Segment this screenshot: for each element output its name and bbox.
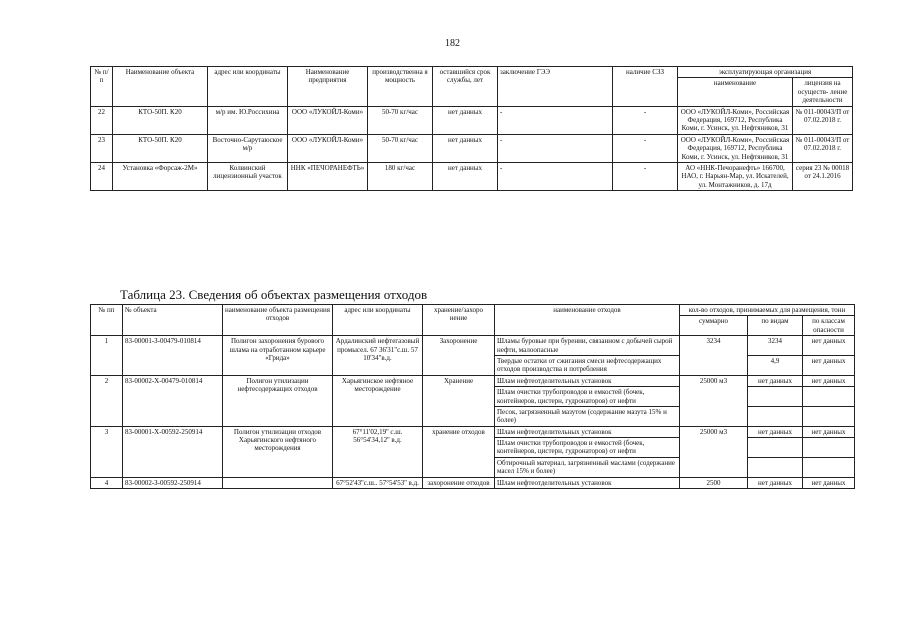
cell-service-life: нет данных	[433, 162, 498, 190]
cell-name	[223, 477, 333, 488]
cell-operator: ООО «ЛУКОЙЛ-Коми», Российская Федерация, 169712, Республика Коми, г. Усинск, ул. Нефтяников, 31	[678, 134, 793, 162]
cell-by-type: нет данных	[748, 477, 803, 488]
cell-object-num: 83-00001-Х-00592-250914	[123, 426, 223, 477]
cell-num: 3	[91, 426, 123, 477]
cell-operator: ООО «ЛУКОЙЛ-Коми», Российская Федерация, 169712, Республика Коми, г. Усинск, ул. Нефтяников, 31	[678, 106, 793, 134]
cell-waste: Шлам очистки трубопроводов и емкостей (бочек, контейнеров, цистерн, гудронаторов) от нефти	[495, 387, 680, 407]
cell-license: № 011-00043/П от 07.02.2018 г.	[793, 134, 853, 162]
cell-by-type: 3234	[748, 336, 803, 356]
cell-mode: хранение отходов	[423, 426, 495, 477]
cell-by-type	[748, 406, 803, 426]
cell-by-class	[803, 387, 855, 407]
cell-num: 23	[91, 134, 113, 162]
cell-address: Колвинский лицензионный участок	[208, 162, 288, 190]
table-caption: Таблица 23. Сведения об объектах размещения отходов	[120, 287, 428, 302]
header-waste: наименование отходов	[495, 305, 680, 336]
cell-total: 3234	[680, 336, 748, 376]
cell-num: 1	[91, 336, 123, 376]
cell-by-class	[803, 438, 855, 458]
cell-by-type	[748, 387, 803, 407]
cell-object-num: 83-00001-З-00479-010814	[123, 336, 223, 376]
cell-name: Полигон захоронения бурового шлама на отработанном карьере «Грида»	[223, 336, 333, 376]
cell-waste: Шлам очистки трубопроводов и емкостей (бочек, контейнеров, цистерн, гудронаторов) от нефти	[495, 438, 680, 458]
cell-address: м/р им. Ю.Россихина	[208, 106, 288, 134]
header-address: адрес или координаты	[333, 305, 423, 336]
cell-mode: Хранение	[423, 375, 495, 426]
cell-waste: Шламы буровые при бурении, связанном с добычей сырой нефти, малоопасные	[495, 336, 680, 356]
cell-license: № 011-00043/П от 07.02.2018 г.	[793, 106, 853, 134]
header-by-class: по классам опасности	[803, 316, 855, 336]
cell-by-class: нет данных	[803, 355, 855, 375]
cell-num: 24	[91, 162, 113, 190]
cell-szz: -	[613, 106, 678, 134]
cell-object-num: 83-00002-З-00592-250914	[123, 477, 223, 488]
cell-total: 2500	[680, 477, 748, 488]
cell-waste: Обтирочный материал, загрязненный маслами (содержание масел 15% и более)	[495, 457, 680, 477]
cell-gee: -	[498, 162, 613, 190]
cell-capacity: 180 кг/час	[368, 162, 433, 190]
header-operator: эксплуатирующая организация	[678, 67, 853, 78]
cell-capacity: 50-70 кг/час	[368, 134, 433, 162]
cell-by-class: нет данных	[803, 477, 855, 488]
cell-name: Полигон утилизации отходов Харьягинского нефтяного месторождения	[223, 426, 333, 477]
cell-name: Установка «Форсаж-2М»	[113, 162, 208, 190]
cell-service-life: нет данных	[433, 134, 498, 162]
cell-by-type: 4,9	[748, 355, 803, 375]
cell-object-num: 83-00002-Х-00479-010814	[123, 375, 223, 426]
cell-waste: Песок, загрязненный мазутом (содержание мазута 15% и более)	[495, 406, 680, 426]
cell-name: КТО-50П. К20	[113, 134, 208, 162]
header-mode: хранение/захоро нение	[423, 305, 495, 336]
header-enterprise: Наименование предприятия	[288, 67, 368, 107]
cell-mode: Захоронение	[423, 336, 495, 376]
cell-capacity: 50-70 кг/час	[368, 106, 433, 134]
table-row	[91, 106, 853, 134]
cell-enterprise: ООО «ЛУКОЙЛ-Коми»	[288, 106, 368, 134]
cell-name: Полигон утилизации нефтесодержащих отходов	[223, 375, 333, 426]
header-total: суммарно	[680, 316, 748, 336]
header-license: лицензия на осуществ- ление деятельности	[793, 78, 853, 106]
table-row	[91, 477, 855, 488]
header-address: адрес или координаты	[208, 67, 288, 107]
header-capacity: производственна я мощность	[368, 67, 433, 107]
cell-by-type: нет данных	[748, 375, 803, 386]
cell-by-class: нет данных	[803, 336, 855, 356]
cell-by-class	[803, 457, 855, 477]
cell-gee: -	[498, 134, 613, 162]
cell-by-class: нет данных	[803, 426, 855, 437]
cell-waste: Шлам нефтеотделительных установок	[495, 375, 680, 386]
cell-address: 67°11'02,19'' с.ш. 56°54'34,12'' в.д.	[333, 426, 423, 477]
cell-total: 25000 м3	[680, 426, 748, 477]
cell-gee: -	[498, 106, 613, 134]
cell-by-type	[748, 438, 803, 458]
header-szz: наличие СЗЗ	[613, 67, 678, 107]
cell-by-class: нет данных	[803, 375, 855, 386]
cell-num: 4	[91, 477, 123, 488]
cell-waste: Твердые остатки от сжигания смеси нефтесодержащих отходов производства и потребления	[495, 355, 680, 375]
cell-address: Харьягинское нефтяное месторождение	[333, 375, 423, 426]
header-name: наименование объекта размещения отходов	[223, 305, 333, 336]
table-row	[91, 375, 855, 386]
header-qty: кол-во отходов, принимаемых для размещения, тонн	[680, 305, 855, 316]
cell-name: КТО-50П. К20	[113, 106, 208, 134]
page-number: 182	[445, 38, 460, 49]
cell-address: 67°52'43''с.ш.. 57°54'53'' в.д.	[333, 477, 423, 488]
cell-waste: Шлам нефтеотделительных установок	[495, 477, 680, 488]
cell-license: серия 23 № 00018 от 24.1.2016	[793, 162, 853, 190]
header-operator-name: наименование	[678, 78, 793, 106]
header-gee: заключение ГЭЭ	[498, 67, 613, 107]
cell-by-type: нет данных	[748, 426, 803, 437]
cell-address: Ардалинский нефтегазовый промысел. 67 36'31"с.ш. 57 10'34"в.д.	[333, 336, 423, 376]
cell-num: 2	[91, 375, 123, 426]
cell-waste: Шлам нефтеотделительных установок	[495, 426, 680, 437]
waste-sites-table	[90, 304, 855, 489]
table-row	[91, 426, 855, 437]
cell-operator: АО «ННК-Печоранефть» 166700, НАО, г. Нарьян-Мар, ул. Искателей, ул. Монтажников, д. 17д	[678, 162, 793, 190]
cell-num: 22	[91, 106, 113, 134]
cell-by-type	[748, 457, 803, 477]
cell-szz: -	[613, 162, 678, 190]
table-row	[91, 134, 853, 162]
header-object-num: № объекта	[123, 305, 223, 336]
facilities-table	[90, 66, 853, 191]
cell-by-class	[803, 406, 855, 426]
cell-szz: -	[613, 134, 678, 162]
header-name: Наименование объекта	[113, 67, 208, 107]
cell-mode: захоронение отходов	[423, 477, 495, 488]
cell-enterprise: ННК «ПЕЧОРАНЕФТЬ»	[288, 162, 368, 190]
table-row	[91, 162, 853, 190]
table-row	[91, 336, 855, 356]
header-num: № п/ п	[91, 67, 113, 107]
cell-service-life: нет данных	[433, 106, 498, 134]
cell-enterprise: ООО «ЛУКОЙЛ-Коми»	[288, 134, 368, 162]
cell-total: 25000 м3	[680, 375, 748, 426]
header-service-life: оставшийся срок службы, лет	[433, 67, 498, 107]
header-num: № пп	[91, 305, 123, 336]
header-by-type: по видам	[748, 316, 803, 336]
cell-address: Восточно-Сарутаюское м/р	[208, 134, 288, 162]
